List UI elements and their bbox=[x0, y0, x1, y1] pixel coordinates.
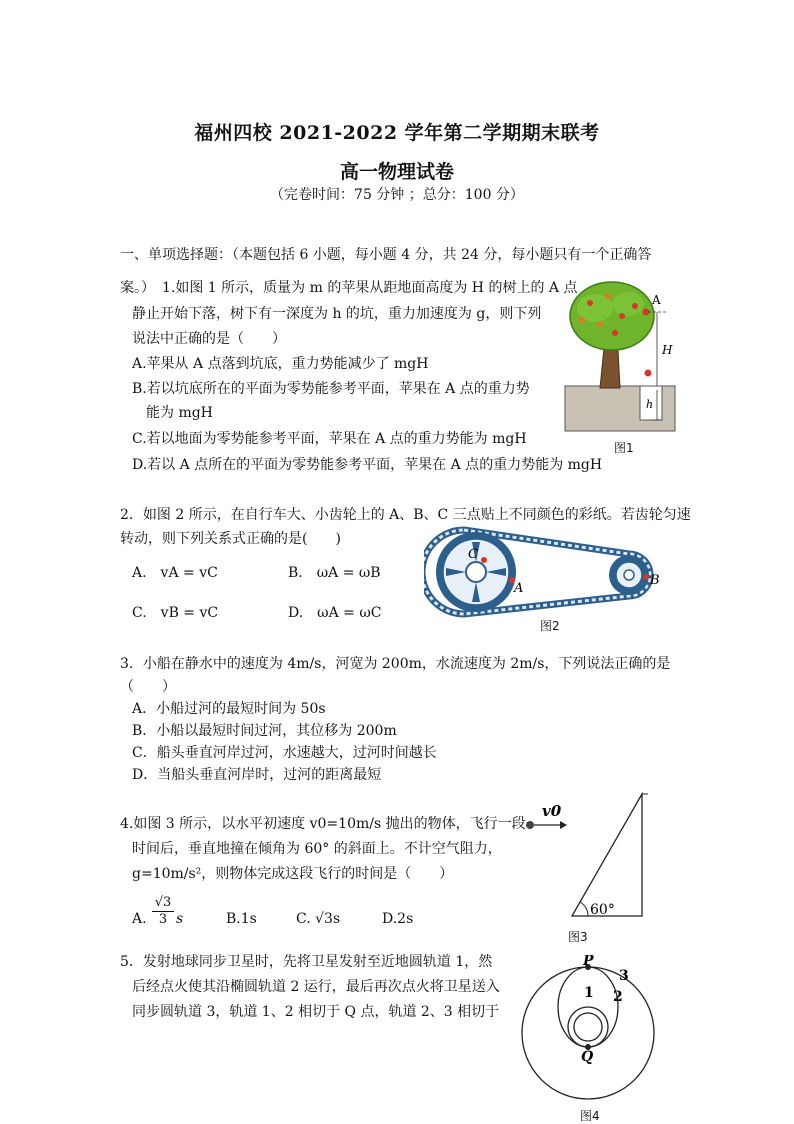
figure-3-incline bbox=[520, 790, 650, 920]
figure-1-label-a: A bbox=[652, 293, 661, 307]
figure-3-label-angle: 60° bbox=[590, 902, 615, 918]
figure-4-label-1: 1 bbox=[584, 985, 594, 1001]
q3-option-a: A．小船过河的最短时间为 50s bbox=[132, 701, 326, 717]
figure-3-caption: 图3 bbox=[568, 930, 588, 944]
q4-option-a-label: A. bbox=[132, 911, 147, 927]
figure-4-label-3: 3 bbox=[619, 968, 629, 984]
q3-option-d: D．当船头垂直河岸时，过河的距离最短 bbox=[132, 767, 382, 783]
q4-option-c: C. √3s bbox=[296, 911, 341, 927]
q3-stem-line1: 3．小船在静水中的速度为 4m/s，河宽为 200m，水流速度为 2m/s，下列说法正确的是 bbox=[120, 656, 671, 672]
exam-title: 福州四校 2021-2022 学年第二学期期末联考 bbox=[194, 122, 600, 144]
q1-option-a: A.苹果从 A 点落到坑底，重力势能减少了 mgH bbox=[132, 356, 429, 372]
exam-subject: 高一物理试卷 bbox=[339, 161, 454, 183]
exam-meta: （完卷时间：75 分钟 ；总分：100 分） bbox=[270, 187, 524, 203]
q2-option-d: D. ωA = ωC bbox=[288, 605, 382, 621]
figure-4-label-p: P bbox=[583, 955, 594, 969]
q1-stem-line2: 静止开始下落，树下有一深度为 h 的坑，重力加速度为 g，则下列 bbox=[132, 306, 542, 322]
figure-2-caption: 图2 bbox=[540, 619, 560, 633]
q2-option-a: A. vA = vC bbox=[132, 565, 218, 581]
q4-option-a-unit: s bbox=[176, 911, 184, 927]
q4-option-a-denominator: 3 bbox=[158, 912, 168, 927]
figure-1-caption: 图1 bbox=[614, 441, 634, 455]
q1-option-d: D.若以 A 点所在的平面为零势能参考平面，苹果在 A 点的重力势能为 mgH bbox=[132, 457, 603, 473]
q3-stem-line2: （ ） bbox=[120, 679, 176, 695]
section1-heading-cont: 案。） bbox=[120, 280, 155, 296]
figure-2-label-a: A bbox=[514, 581, 524, 596]
figure-4-caption: 图4 bbox=[580, 1109, 600, 1123]
q4-option-a-numerator: √3 bbox=[152, 895, 174, 912]
q5-stem-line3: 同步圆轨道 3，轨道 1、2 相切于 Q 点，轨道 2、3 相切于 bbox=[132, 1004, 500, 1020]
q4-option-d: D.2s bbox=[382, 911, 414, 927]
q2-stem-line1: 2．如图 2 所示，在自行车大、小齿轮上的 A、B、C 三点贴上不同颜色的彩纸。若齿轮匀速 bbox=[120, 507, 691, 523]
q2-option-b: B. ωA = ωB bbox=[288, 565, 381, 581]
q4-stem-line2: 时间后，垂直地撞在倾角为 60° 的斜面上。不计空气阻力， bbox=[132, 841, 502, 857]
figure-1-tree bbox=[560, 278, 680, 458]
figure-1-label-h-upper: H bbox=[662, 343, 673, 357]
q2-stem-line2: 转动，则下列关系式正确的是( ) bbox=[120, 531, 341, 547]
figure-4-orbits bbox=[516, 955, 666, 1110]
figure-2-label-b: B bbox=[650, 573, 660, 588]
q1-option-b-line1: B.若以坑底所在的平面为零势能参考平面，苹果在 A 点的重力势 bbox=[132, 381, 530, 397]
q5-stem-line1: 5．发射地球同步卫星时，先将卫星发射至近地圆轨道 1，然 bbox=[120, 954, 493, 970]
q1-option-c: C.若以地面为零势能参考平面，苹果在 A 点的重力势能为 mgH bbox=[132, 431, 527, 447]
q1-stem-line1: 1.如图 1 所示，质量为 m 的苹果从距地面高度为 H 的树上的 A 点 bbox=[162, 280, 578, 296]
q1-stem-line3: 说法中正确的是（ ） bbox=[132, 331, 286, 347]
q2-option-c: C. vB = vC bbox=[132, 605, 219, 621]
q4-stem-line1: 4.如图 3 所示，以水平初速度 v0=10m/s 抛出的物体，飞行一段 bbox=[120, 816, 526, 832]
figure-2-label-c: C bbox=[468, 547, 478, 562]
q4-stem-line3: g=10m/s²，则物体完成这段飞行的时间是（ ） bbox=[132, 866, 454, 882]
figure-4-label-2: 2 bbox=[613, 989, 623, 1005]
q5-stem-line2: 后经点火使其沿椭圆轨道 2 运行，最后再次点火将卫星送入 bbox=[132, 979, 500, 995]
figure-4-label-q: Q bbox=[581, 1049, 594, 1065]
q3-option-c: C．船头垂直河岸过河，水速越大，过河时间越长 bbox=[132, 745, 437, 761]
q4-option-b: B.1s bbox=[226, 911, 257, 927]
q1-option-b-line2: 能为 mgH bbox=[146, 405, 213, 421]
q3-option-b: B．小船以最短时间过河，其位移为 200m bbox=[132, 723, 397, 739]
section1-heading: 一、单项选择题：（本题包括 6 小题，每小题 4 分，共 24 分，每小题只有一个正确答 bbox=[120, 247, 652, 263]
q4-option-a-fraction bbox=[152, 895, 174, 928]
figure-2-gears bbox=[424, 524, 670, 620]
figure-3-label-v0: v0 bbox=[542, 802, 562, 820]
figure-1-label-h-lower: h bbox=[646, 398, 654, 411]
